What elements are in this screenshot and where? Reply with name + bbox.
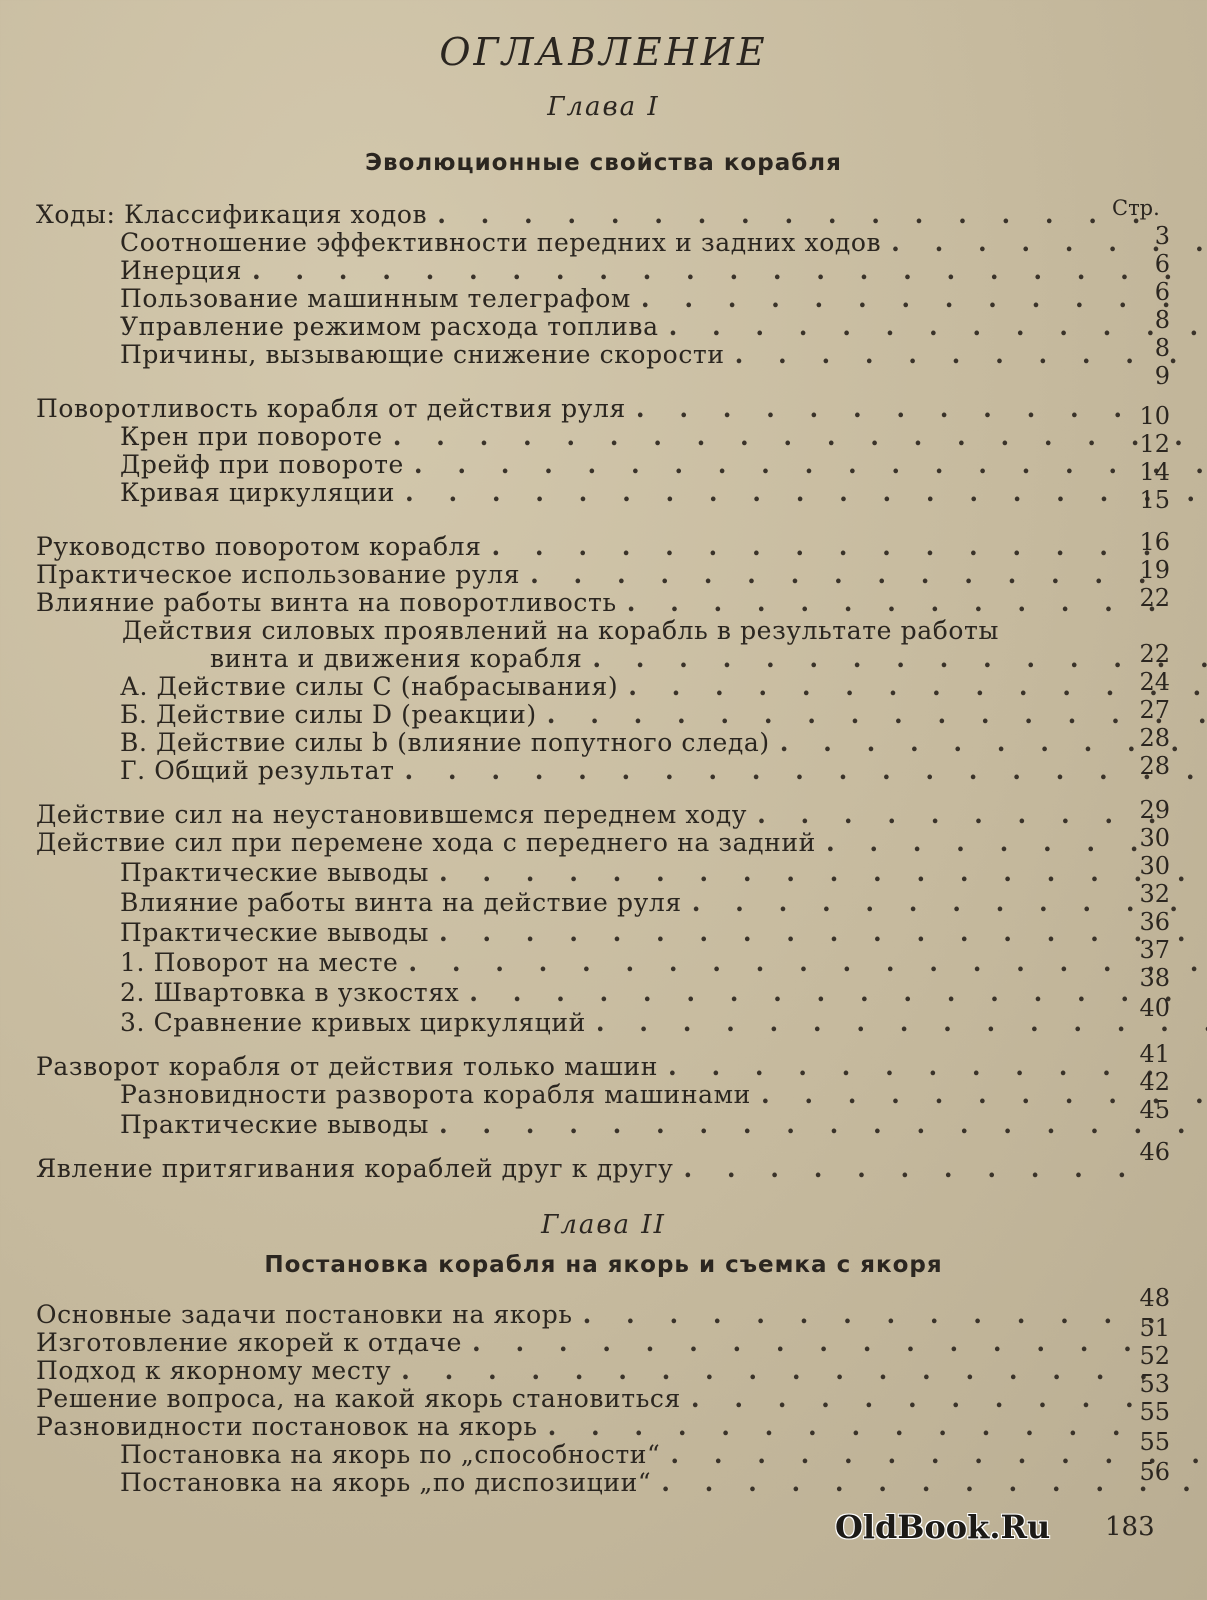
page-number: 30	[1139, 824, 1170, 852]
chapter-2-title: Постановка корабля на якорь и съемка с якоря	[264, 1252, 943, 1278]
page-number: 16	[1139, 528, 1170, 556]
page-number: 27	[1139, 696, 1170, 724]
page-number: 51	[1139, 1314, 1170, 1342]
page-number: 52	[1139, 1342, 1170, 1370]
page-number: 14	[1139, 458, 1170, 486]
toc-entry: А. Действие силы C (набрасывания) . . .	[0, 672, 1207, 702]
page-number: 42	[1139, 1068, 1170, 1096]
page-number: 40	[1139, 994, 1170, 1022]
page-number: 32	[1139, 880, 1170, 908]
toc-entry: Действие сил на неустановившемся переднем ходу . . .	[0, 800, 1156, 830]
toc-entry: Практические выводы . . .	[0, 1110, 1207, 1140]
toc-entry: Основные задачи постановки на якорь . . .	[0, 1300, 1156, 1330]
toc-entry: Соотношение эффективности передних и задних ходов . . .	[0, 228, 1207, 258]
page-number: 6	[1154, 278, 1170, 306]
page-number: 9	[1154, 362, 1170, 390]
toc-entry: Практическое использование руля . . .	[0, 560, 1156, 590]
page-number: 37	[1139, 936, 1170, 964]
folio-page-number: 183	[1105, 1512, 1155, 1542]
page-number: 15	[1139, 486, 1170, 514]
toc-entry: В. Действие силы b (влияние попутного следа) . . .	[0, 728, 1207, 758]
page-number: 48	[1139, 1284, 1170, 1312]
page-number: 28	[1139, 724, 1170, 752]
page-number: 8	[1154, 334, 1170, 362]
page-number: 53	[1139, 1370, 1170, 1398]
page-number: 55	[1139, 1428, 1170, 1456]
page-column-header: Стр.	[1112, 196, 1160, 220]
page-number: 55	[1139, 1398, 1170, 1426]
toc-entry: Причины, вызывающие снижение скорости . . .	[0, 340, 1207, 370]
toc-entry: Разновидности разворота корабля машинами . . .	[0, 1080, 1207, 1110]
page-number: 10	[1139, 402, 1170, 430]
toc-entry: Решение вопроса, на какой якорь становиться . . .	[0, 1384, 1156, 1414]
page-number: 36	[1139, 908, 1170, 936]
page-number: 30	[1139, 852, 1170, 880]
toc-entry: Разновидности постановок на якорь . . .	[0, 1412, 1156, 1442]
page-number: 8	[1154, 306, 1170, 334]
page-number: 28	[1139, 752, 1170, 780]
toc-entry: Пользование машинным телеграфом . . .	[0, 284, 1207, 314]
toc-entry: Постановка на якорь по „способности“ . . .	[0, 1440, 1207, 1470]
toc-entry: 3. Сравнение кривых циркуляций . . .	[0, 1008, 1207, 1038]
toc-entry: винта и движения корабля . . .	[0, 644, 1207, 674]
toc-entry: Дрейф при повороте . . .	[0, 450, 1207, 480]
page-number: 12	[1139, 430, 1170, 458]
page-number: 3	[1154, 222, 1170, 250]
watermark-logo: OldBook.Ru	[835, 1508, 1051, 1546]
page-number: 6	[1154, 250, 1170, 278]
page-number: 29	[1139, 796, 1170, 824]
toc-entry: 2. Швартовка в узкостях . . .	[0, 978, 1207, 1008]
toc-entry: Действие сил при перемене хода с переднего на задний . . .	[0, 828, 1156, 858]
chapter-1-label: Глава I	[547, 92, 660, 122]
toc-entry: Влияние работы винта на действие руля . . .	[0, 888, 1207, 918]
toc-entry: Руководство поворотом корабля . . .	[0, 532, 1156, 562]
page-heading: ОГЛАВЛЕНИЕ	[439, 30, 768, 74]
toc-entry: Крен при повороте . . .	[0, 422, 1207, 452]
page-number: 22	[1139, 584, 1170, 612]
toc-entry: Влияние работы винта на поворотливость . . .	[0, 588, 1156, 618]
toc-entry: Управление режимом расхода топлива . . .	[0, 312, 1207, 342]
page-number: 19	[1139, 556, 1170, 584]
page-number: 22	[1139, 640, 1170, 668]
chapter-2-label: Глава II	[541, 1210, 666, 1240]
page-number: 45	[1139, 1096, 1170, 1124]
page-number: 46	[1139, 1138, 1170, 1166]
page-number: 38	[1139, 964, 1170, 992]
toc-entry: Ходы: Классификация ходов . . .	[0, 200, 1156, 230]
toc-entry: Постановка на якорь „по диспозиции“ . . .	[0, 1468, 1207, 1498]
toc-entry-first-line: Действия силовых проявлений на корабль в результате работы	[122, 616, 999, 645]
toc-entry: Кривая циркуляции . . .	[0, 478, 1207, 508]
toc-entry: 1. Поворот на месте . . .	[0, 948, 1207, 978]
toc-entry: Изготовление якорей к отдаче . . .	[0, 1328, 1156, 1358]
page-number: 24	[1139, 668, 1170, 696]
page-number: 41	[1139, 1040, 1170, 1068]
toc-entry: Практические выводы . . .	[0, 858, 1207, 888]
toc-entry: Инерция . . .	[0, 256, 1207, 286]
toc-entry: Разворот корабля от действия только машин . . .	[0, 1052, 1156, 1082]
page-number: 56	[1139, 1458, 1170, 1486]
toc-entry: Поворотливость корабля от действия руля . . .	[0, 394, 1156, 424]
toc-entry: Б. Действие силы D (реакции) . . .	[0, 700, 1207, 730]
chapter-1-title: Эволюционные свойства корабля	[365, 150, 842, 176]
toc-entry: Подход к якорному месту . . .	[0, 1356, 1156, 1386]
toc-entry: Г. Общий результат . . .	[0, 756, 1207, 786]
toc-entry: Явление притягивания кораблей друг к другу . . .	[0, 1154, 1156, 1184]
toc-entry: Практические выводы . . .	[0, 918, 1207, 948]
